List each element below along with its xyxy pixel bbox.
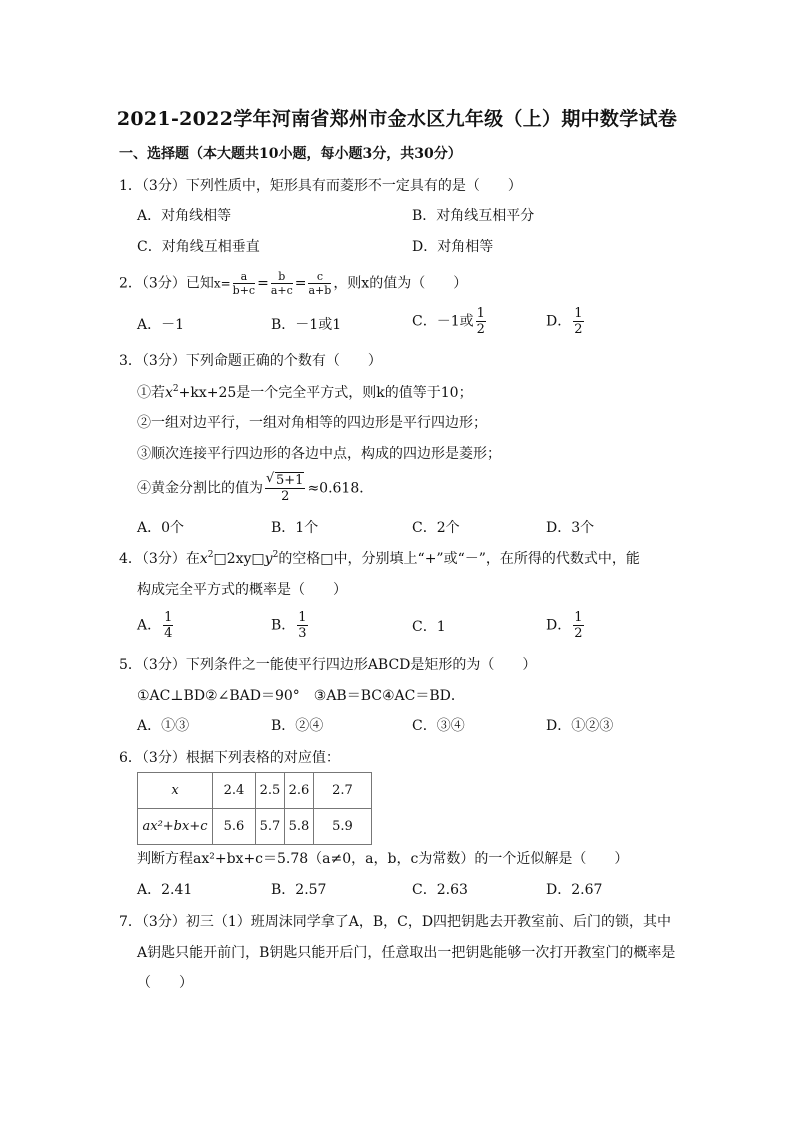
- q2-f3-num: c: [308, 271, 331, 284]
- q4-pre: 4．（3分）在: [119, 551, 200, 567]
- q2-eq-1: =: [257, 275, 269, 292]
- q2-x-eq: x=: [213, 276, 231, 291]
- q3-option-d: D．3个: [546, 520, 595, 536]
- q4-a-fraction: [163, 611, 173, 640]
- q4-d-den: 2: [574, 626, 583, 641]
- table-header-x: x: [138, 773, 213, 809]
- question-7-line-3: （ ）: [137, 975, 193, 991]
- table-cell: 2.4: [213, 773, 256, 809]
- q4-d-fraction: [573, 611, 583, 640]
- table-row: [138, 809, 372, 845]
- q4-2xy: 2xy: [226, 551, 252, 567]
- section-heading: 一、选择题（本大题共10小题，每小题3分，共30分）: [119, 146, 462, 162]
- q3-golden-num: [265, 471, 305, 489]
- table-row: [138, 773, 372, 809]
- q4-a-prefix: A．: [137, 617, 162, 634]
- q3-golden-den: 2: [281, 489, 290, 504]
- q3-s4-post: ≈0.618．: [307, 480, 374, 497]
- q2-d-fraction: [573, 307, 583, 336]
- table-cell: 2.5: [256, 773, 285, 809]
- q3-statement-1: [137, 383, 473, 403]
- q2-f3-den: a+b: [308, 284, 332, 297]
- q2-d-den: 2: [574, 322, 583, 337]
- q1-option-c: C．对角线互相垂直: [137, 239, 260, 255]
- q1-option-a: A．对角线相等: [137, 208, 232, 224]
- q3-golden-radicand: 5+1: [276, 473, 304, 488]
- q2-c-num: 1: [476, 306, 485, 321]
- q5-option-a: A．①③: [137, 718, 190, 734]
- q2-d-prefix: D．: [546, 313, 572, 330]
- q4-line-2: 构成完全平方式的概率是（ ）: [137, 582, 347, 598]
- q2-fraction-1: [233, 271, 255, 296]
- q2-option-b: B．－1或1: [271, 317, 342, 333]
- q2-d-num: 1: [574, 306, 583, 321]
- q2-eq-2: =: [294, 275, 307, 292]
- question-2-stem: [119, 271, 467, 296]
- q4-b-den: 3: [298, 626, 307, 641]
- q6-judge-line: 判断方程ax²+bx+c＝5.78（a≠0，a，b，c为常数）的一个近似解是（ ）: [137, 851, 629, 867]
- q4-a-den: 4: [164, 626, 173, 641]
- sqrt-icon: √ 5+1: [266, 471, 304, 488]
- q4-d-num: 1: [574, 610, 583, 625]
- table-header-expression: ax²+bx+c: [138, 809, 213, 845]
- q1-option-d: D．对角相等: [412, 239, 494, 255]
- q3-option-b: B．1个: [271, 520, 319, 536]
- q4-option-a: [137, 611, 175, 640]
- q5-conditions: ①AC⊥BD②∠BAD＝90° ③AB＝BC④AC＝BD．: [137, 688, 465, 704]
- q2-c-prefix: C．－1或: [412, 313, 474, 330]
- q6-value-table: [137, 772, 372, 845]
- q2-f2-den: a+c: [270, 284, 293, 297]
- question-6-stem: 6．（3分）根据下列表格的对应值：: [119, 750, 340, 766]
- q4-post: 的空格□中，分别填上“+”或“－”，在所得的代数式中，能: [278, 551, 640, 567]
- question-7-line-2: A钥匙只能开前门，B钥匙只能开后门，任意取出一把钥匙能够一次打开教室门的概率是: [137, 945, 676, 961]
- q4-y-exp: 2: [272, 550, 279, 560]
- q3-golden-fraction: [265, 471, 305, 504]
- q6-option-c: C．2.63: [412, 882, 468, 898]
- q4-b-prefix: B．: [271, 617, 296, 634]
- q2-option-d: [546, 307, 586, 336]
- q2-f2-num: b: [271, 271, 293, 284]
- q4-x-exp: 2: [207, 550, 214, 560]
- q6-option-b: B．2.57: [271, 882, 327, 898]
- q3-s1-pre: ①若: [137, 385, 165, 401]
- q4-b-fraction: [297, 611, 307, 640]
- q6-option-d: D．2.67: [546, 882, 603, 898]
- q4-d-prefix: D．: [546, 617, 572, 634]
- q5-option-d: D．①②③: [546, 718, 614, 734]
- question-3-stem: 3．（3分）下列命题正确的个数有（ ）: [119, 353, 382, 369]
- q2-c-den: 2: [476, 322, 485, 337]
- q5-option-c: C．③④: [412, 718, 465, 734]
- q3-option-c: C．2个: [412, 520, 460, 536]
- q2-fraction-3: [308, 271, 331, 296]
- q5-option-b: B．②④: [271, 718, 324, 734]
- q3-s1-exp: 2: [172, 384, 179, 394]
- table-cell: 5.7: [256, 809, 285, 845]
- q4-box-2: □: [251, 551, 265, 567]
- table-cell: 2.6: [285, 773, 314, 809]
- question-5-stem: 5．（3分）下列条件之一能使平行四边形ABCD是矩形的为（ ）: [119, 657, 537, 673]
- table-cell: 5.9: [314, 809, 372, 845]
- question-1-stem: 1．（3分）下列性质中，矩形具有而菱形不一定具有的是（ ）: [119, 178, 522, 194]
- q4-b-num: 1: [298, 610, 307, 625]
- q4-y: y: [264, 551, 273, 567]
- q2-option-c: [412, 307, 488, 336]
- q3-s4-pre: ④黄金分割比的值为: [137, 480, 263, 497]
- q2-f1-den: b+c: [232, 284, 256, 297]
- q4-box-1: □: [213, 551, 227, 567]
- q4-x: x: [199, 551, 208, 567]
- q3-option-a: A．0个: [137, 520, 185, 536]
- question-4-stem: [119, 549, 640, 569]
- table-cell: 5.8: [285, 809, 314, 845]
- q3-s1-x: x: [165, 385, 173, 401]
- q6-option-a: A．2.41: [137, 882, 193, 898]
- q3-statement-2: ②一组对边平行，一组对角相等的四边形是平行四边形；: [137, 415, 487, 431]
- q4-option-d: [546, 611, 586, 640]
- table-cell: 2.7: [314, 773, 372, 809]
- q2-prefix: 2．（3分）已知: [119, 275, 214, 292]
- q2-f1-num: a: [233, 271, 255, 284]
- q2-suffix: ，则x的值为（ ）: [333, 275, 468, 292]
- table-cell: 5.6: [213, 809, 256, 845]
- q1-option-b: B．对角线互相平分: [412, 208, 535, 224]
- q3-statement-4: [137, 471, 374, 504]
- q3-s1-rest: +kx+25是一个完全平方式，则k的值等于10；: [178, 385, 473, 401]
- q4-a-num: 1: [164, 610, 173, 625]
- q4-option-b: [271, 611, 310, 640]
- q2-c-fraction: [476, 307, 486, 336]
- exam-title: 2021-2022学年河南省郑州市金水区九年级（上）期中数学试卷: [116, 108, 678, 130]
- q3-statement-3: ③顺次连接平行四边形的各边中点，构成的四边形是菱形；: [137, 446, 501, 462]
- q2-option-a: A．－1: [137, 317, 185, 333]
- q2-fraction-2: [271, 271, 293, 296]
- q4-option-c: C．1: [412, 619, 446, 635]
- question-7-line-1: 7．（3分）初三（1）班周沫同学拿了A，B，C，D四把钥匙去开教室前、后门的锁，其中: [119, 914, 672, 930]
